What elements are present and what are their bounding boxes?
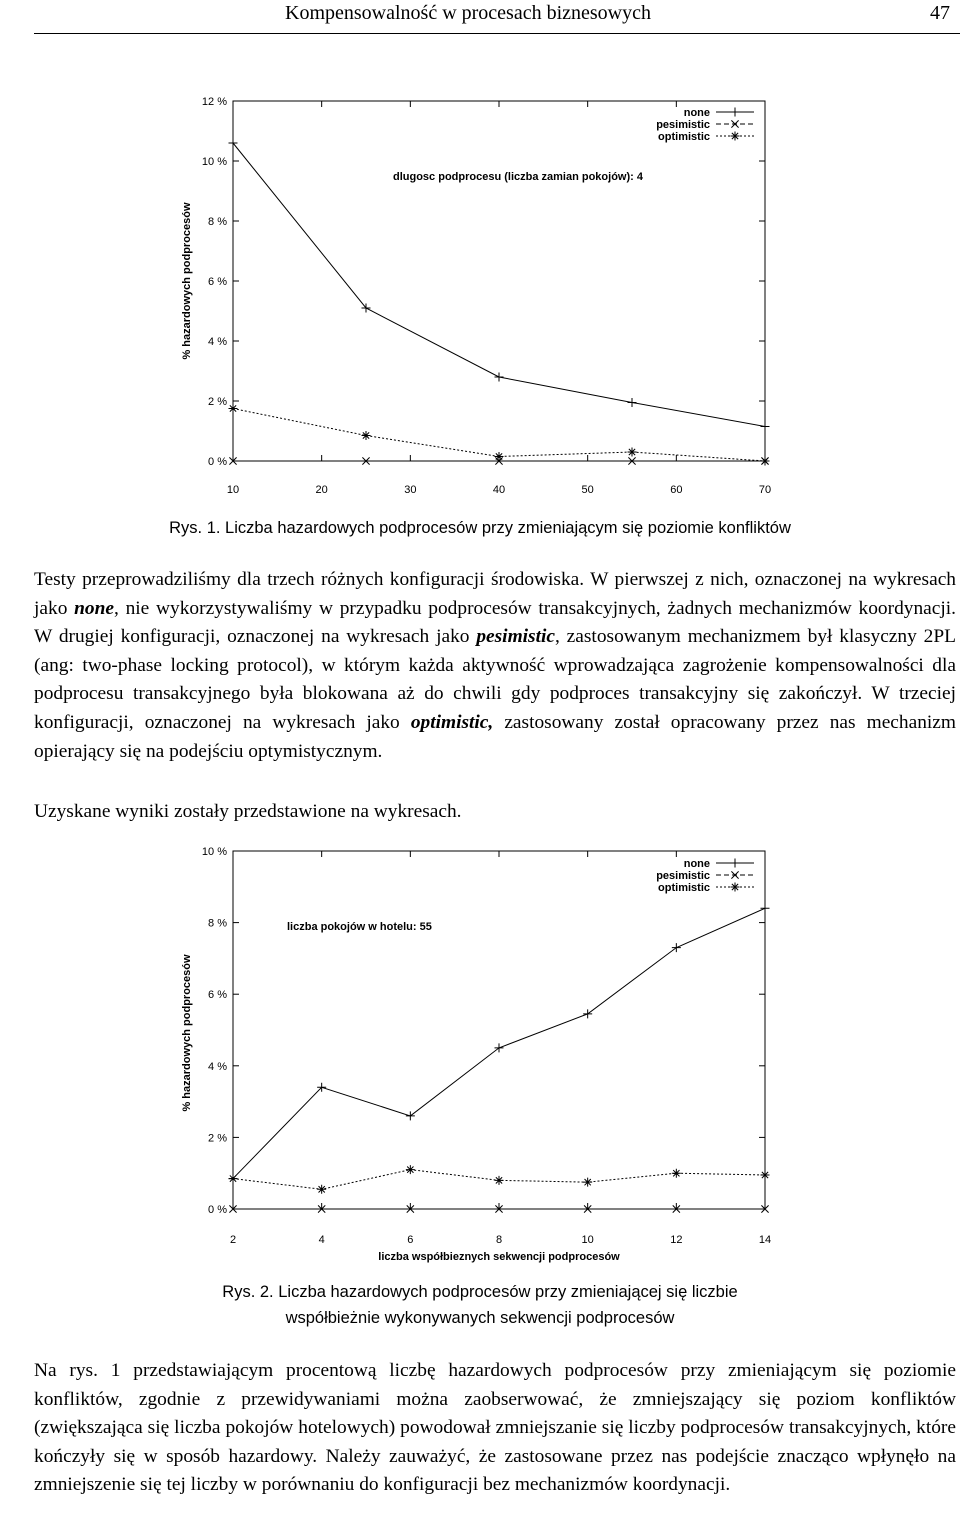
data-point-none [583, 1009, 592, 1018]
series-optimistic [229, 1165, 770, 1194]
legend-marker-none [731, 859, 740, 868]
x-tick-label: 8 [495, 1234, 503, 1246]
plot-frame [233, 851, 765, 1209]
x-tick-label: 14 [758, 1234, 772, 1246]
legend-label-pesimistic: pesimistic [656, 870, 710, 882]
chart-annotation: dlugosc podprocesu (liczba zamian pokojów): 4 [393, 171, 643, 183]
x-tick-label: 20 [315, 484, 328, 496]
legend-label-pesimistic: pesimistic [656, 119, 710, 131]
data-point-none [495, 1043, 504, 1052]
figure-2-caption-line-1: Rys. 2. Liczba hazardowych podprocesów przy zmieniającej się liczbie [222, 1283, 738, 1301]
x-tick-label: 10 [581, 1234, 594, 1246]
term-none: none [74, 597, 115, 619]
y-tick-label: 4 % [208, 336, 227, 348]
x-tick-label: 30 [404, 484, 417, 496]
y-tick-label: 12 % [201, 96, 227, 108]
y-tick-label: 2 % [208, 396, 227, 408]
data-point-none [761, 904, 770, 913]
data-point-optimistic [317, 1185, 326, 1194]
y-tick-label: 6 % [208, 276, 227, 288]
figure-1-caption: Rys. 1. Liczba hazardowych podprocesów przy zmieniającym się poziomie konfliktów [169, 519, 791, 537]
series-none [229, 904, 770, 1183]
data-point-optimistic [672, 1169, 681, 1178]
x-tick-label: 4 [318, 1234, 325, 1246]
data-point-optimistic [761, 1170, 770, 1179]
x-tick-label: 60 [670, 484, 683, 496]
figure-2-caption-line-2: współbieżnie wykonywanych sekwencji podprocesów [285, 1309, 675, 1327]
data-point-optimistic [495, 1176, 504, 1185]
y-tick-label: 4 % [208, 1060, 227, 1073]
x-axis-label: liczba współbieznych sekwencji podprocesów [378, 1251, 620, 1263]
running-title: Kompensowalność w procesach biznesowych [285, 2, 652, 24]
x-tick-label: 50 [581, 484, 594, 496]
y-tick-label: 10 % [201, 156, 227, 168]
x-tick-label: 40 [492, 484, 506, 496]
data-point-none [672, 943, 681, 952]
term-optimistic: optimistic, [410, 711, 494, 733]
paragraph-text: Testy przeprowadziliśmy dla trzech różnych konfiguracji środowiska. W pierwszej z nich, oznaczonej na wykresach jako none, nie wykorzystywaliśmy w przypadku podprocesów transakcyjnych, żadnych mechanizmów koordynacji. W drugiej konfiguracji, oznaczonej na wykresach jako pesimistic, zastosowanym mechanizmem był klasyczny 2PL (ang: two-phase locking protocol), w którym każda aktywność wprowadzająca zagrożenie kompensowalności dla podprocesu transakcyjnego była blokowana aż do chwili gdy podproces transakcyjny się zakończył. W trzeciej konfiguracji, oznaczonej na wykresach jako optimistic, zastosowany został opracowany przez nas mechanizm opierający się na podejściu optymistycznym. [34, 569, 957, 762]
paragraph-results: Uzyskane wyniki zostały przedstawione na wykresach. [34, 801, 462, 822]
y-tick-label: 0 % [208, 456, 227, 468]
x-tick-label: 6 [407, 1234, 414, 1246]
data-point-optimistic [583, 1178, 592, 1187]
legend-marker-optimistic [731, 883, 740, 892]
term-pesimistic: pesimistic [476, 626, 555, 648]
x-tick-label: 70 [758, 484, 772, 496]
legend-label-optimistic: optimistic [658, 882, 710, 894]
y-tick-label: 8 % [208, 216, 227, 228]
legend-label-optimistic: optimistic [658, 131, 710, 143]
y-tick-label: 10 % [201, 846, 227, 858]
legend-label-none: none [683, 107, 710, 119]
y-axis-label: % hazardowych podprocesów [181, 202, 193, 360]
data-point-optimistic [406, 1165, 415, 1174]
paragraph-analysis: Na rys. 1 przedstawiającym procentową liczbę hazardowych podprocesów przy zmieniającym się poziomie konfliktów, zgodnie z przewidywaniami można zaobserwować, że zmniejszający się poziom konfliktów (zwiększająca się liczba pokojów hotelowych) powodował zmniejszanie się liczby podprocesów transakcyjnych, które kończyły się w sposób hazardowy. Należy zauważyć, że zastosowane przez nas podejście znacząco wpłynęło na zmniejszenie się tej liczby w porównaniu do konfiguracji bez mechanizmów koordynacji. [34, 1360, 956, 1496]
x-tick-label: 10 [226, 484, 240, 496]
page-number: 47 [930, 2, 950, 24]
y-tick-label: 0 % [208, 1204, 227, 1216]
x-tick-label: 2 [229, 1234, 237, 1246]
data-point-none [406, 1111, 415, 1120]
y-tick-label: 6 % [208, 989, 227, 1002]
chart-annotation: liczba pokojów w hotelu: 55 [287, 921, 432, 933]
y-tick-label: 2 % [208, 1132, 227, 1145]
y-axis-label: % hazardowych podprocesów [181, 954, 193, 1112]
x-tick-label: 12 [670, 1234, 683, 1246]
legend-label-none: none [683, 858, 710, 870]
y-tick-label: 8 % [208, 917, 227, 930]
